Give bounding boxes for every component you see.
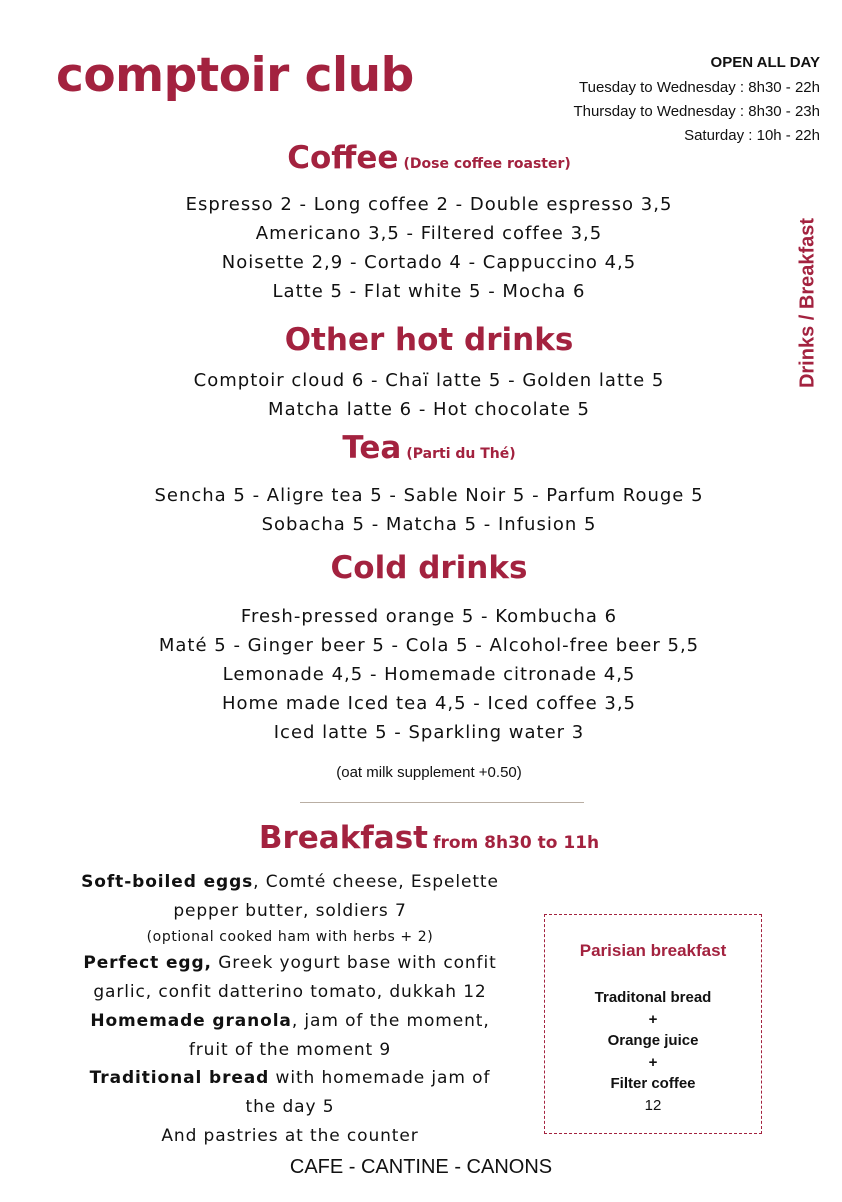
cold-line-1: Fresh-pressed orange 5 - Kombucha 6: [240, 606, 618, 627]
cold-line-5: Iced latte 5 - Sparkling water 3: [273, 722, 585, 743]
box-title: Parisian breakfast: [579, 941, 727, 960]
box-item-coffee: Filter coffee: [610, 1075, 696, 1093]
breakfast-heading: [0, 820, 842, 856]
bf-perfect-egg-line-1: [40, 949, 540, 978]
coffee-line-1: Espresso 2 - Long coffee 2 - Double espresso 3,5: [185, 194, 673, 215]
bf-eggs-line-1: [40, 868, 540, 897]
parisian-breakfast-box: [544, 914, 762, 1134]
box-item-bread: Traditonal bread: [594, 989, 712, 1006]
bf-eggs-desc-1: , Comté cheese, Espelette: [253, 872, 499, 892]
box-item-juice: Orange juice: [607, 1032, 699, 1050]
coffee-line-2: Americano 3,5 - Filtered coffee 3,5: [255, 223, 603, 244]
hot-title: Other hot drinks: [284, 322, 574, 358]
coffee-line-4: Latte 5 - Flat white 5 - Mocha 6: [272, 281, 586, 302]
box-plus-2: +: [648, 1053, 658, 1071]
coffee-line-3: Noisette 2,9 - Cortado 4 - Cappuccino 4,5: [221, 252, 637, 273]
tea-heading: [0, 430, 842, 466]
box-price: 12: [644, 1096, 662, 1114]
tea-title: Tea: [342, 430, 402, 466]
coffee-list: [0, 190, 842, 306]
hot-heading: [0, 322, 842, 358]
coffee-heading: [0, 140, 842, 176]
oat-milk-note-row: [0, 762, 842, 781]
bf-eggs-name: Soft-boiled eggs: [81, 872, 254, 892]
footer-tagline: CAFE - CANTINE - CANONS: [289, 1156, 553, 1178]
breakfast-subtitle: from 8h30 to 11h: [433, 833, 600, 853]
coffee-title: Coffee: [287, 140, 399, 176]
cold-line-4: Home made Iced tea 4,5 - Iced coffee 3,5: [221, 693, 637, 714]
tea-line-1: Sencha 5 - Aligre tea 5 - Sable Noir 5 - Parfum Rouge 5: [154, 485, 704, 506]
bf-granola-line-1: [40, 1007, 540, 1036]
oat-milk-note: (oat milk supplement +0.50): [336, 764, 522, 781]
box-lines: [545, 987, 761, 1117]
breakfast-list: [40, 868, 540, 1150]
tea-line-2: Sobacha 5 - Matcha 5 - Infusion 5: [261, 514, 597, 535]
coffee-subtitle: (Dose coffee roaster): [403, 156, 571, 172]
side-label: Drinks / Breakfast: [796, 217, 819, 389]
cold-line-3: Lemonade 4,5 - Homemade citronade 4,5: [222, 664, 636, 685]
hours-heading: OPEN ALL DAY: [710, 54, 820, 71]
bf-bread-name: Traditional bread: [89, 1068, 270, 1089]
box-plus-1: +: [648, 1010, 658, 1028]
hours-line-3: Saturday : 10h - 22h: [684, 127, 820, 144]
brand-title: comptoir club: [56, 48, 414, 103]
cold-list: [0, 602, 842, 747]
bf-eggs-line-2: pepper butter, soldiers 7: [173, 900, 407, 921]
bf-granola-name: Homemade granola: [90, 1010, 292, 1031]
hours-line-1: Tuesday to Wednesday : 8h30 - 22h: [579, 79, 820, 96]
bf-eggs-note: (optional cooked ham with herbs + 2): [146, 929, 434, 946]
bf-granola-line-2: fruit of the moment 9: [188, 1039, 392, 1060]
bf-perfect-egg-name: Perfect egg,: [83, 953, 212, 974]
bf-perfect-egg-desc-1: Greek yogurt base with confit: [211, 953, 497, 974]
tea-subtitle: (Parti du Thé): [406, 446, 516, 462]
hot-line-1: Comptoir cloud 6 - Chaï latte 5 - Golden latte 5: [193, 370, 665, 391]
bf-bread-desc-1: with homemade jam of: [269, 1068, 491, 1089]
bf-perfect-egg-line-2: garlic, confit datterino tomato, dukkah 12: [93, 982, 487, 1003]
bf-bread-line-1: [40, 1064, 540, 1093]
cold-title: Cold drinks: [330, 550, 528, 586]
bf-granola-desc-1: , jam of the moment,: [291, 1010, 490, 1031]
cold-heading: [0, 550, 842, 586]
breakfast-title: Breakfast: [258, 820, 428, 856]
hours-line-2: Thursday to Wednesday : 8h30 - 23h: [573, 103, 820, 120]
cold-line-2: Maté 5 - Ginger beer 5 - Cola 5 - Alcohol-free beer 5,5: [158, 635, 700, 656]
hot-list: [0, 366, 842, 424]
bf-pastries: And pastries at the counter: [161, 1125, 419, 1146]
tea-list: [0, 481, 842, 539]
section-divider: [300, 802, 584, 803]
opening-hours: [573, 54, 820, 148]
bf-bread-line-2: the day 5: [245, 1096, 335, 1117]
hot-line-2: Matcha latte 6 - Hot chocolate 5: [268, 399, 590, 420]
